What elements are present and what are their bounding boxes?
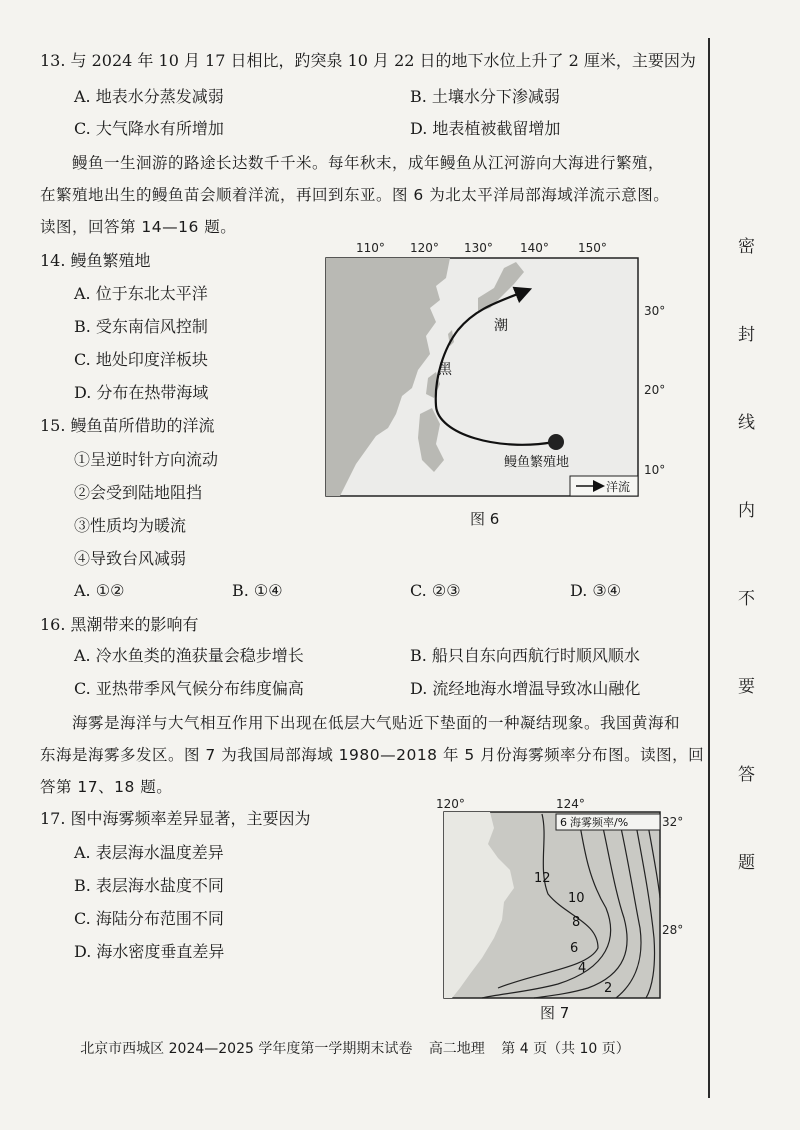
q13-option-d: D. 地表植被截留增加	[410, 119, 561, 138]
footer-title: 北京市西城区 2024—2025 学年度第一学期期末试卷	[80, 1041, 413, 1057]
q13-option-a: A. 地表水分蒸发减弱	[74, 87, 224, 106]
q13-option-c: C. 大气降水有所增加	[74, 119, 224, 138]
seal-char-1: 密	[738, 237, 755, 257]
seal-char-3: 线	[738, 413, 755, 433]
q14-option-b: B. 受东南信风控制	[74, 317, 208, 336]
seal-divider-line	[708, 38, 710, 1098]
q15-option-d: D. ③④	[570, 581, 622, 600]
page-footer	[0, 1038, 710, 1058]
q15-option-c: C. ②③	[410, 581, 461, 600]
q14-option-c: C. 地处印度洋板块	[74, 350, 208, 369]
fig7-lon-124: 124°	[556, 797, 585, 811]
fig7-caption: 图 7	[540, 1004, 570, 1022]
fig7-contour-4: 4	[578, 961, 587, 976]
fig7-lat-28: 28°	[662, 923, 684, 937]
intro2-line3: 答第 17、18 题。	[40, 778, 173, 796]
fig7-contour-10: 10	[568, 891, 585, 906]
q15-item-3: ③性质均为暖流	[74, 516, 187, 535]
footer-subject: 高二地理	[428, 1041, 485, 1057]
fig6-current-label-chao: 潮	[494, 318, 508, 334]
q14-option-a: A. 位于东北太平洋	[74, 284, 208, 303]
q14-stem: 14. 鳗鱼繁殖地	[40, 251, 151, 270]
fig6-legend-label: 洋流	[606, 480, 631, 494]
fig7-lat-32: 32°	[662, 815, 684, 829]
fig6-lon-110: 110°	[356, 241, 385, 255]
intro1-line1: 鳗鱼一生洄游的路途长达数千千米。每年秋末，成年鳗鱼从江河游向大海进行繁殖，	[72, 154, 665, 172]
q16-stem: 16. 黑潮带来的影响有	[40, 615, 199, 634]
seal-char-7: 答	[738, 765, 755, 785]
fig7-legend-text: 海雾频率/%	[570, 816, 629, 829]
fig6-lon-120: 120°	[410, 241, 439, 255]
fig6-lon-150: 150°	[578, 241, 607, 255]
intro2-line1: 海雾是海洋与大气相互作用下出现在低层大气贴近下垫面的一种凝结现象。我国黄海和	[72, 714, 681, 732]
fig6-spawning-ground	[548, 434, 564, 450]
q15-stem: 15. 鳗鱼苗所借助的洋流	[40, 416, 215, 435]
q15-item-2: ②会受到陆地阻挡	[74, 483, 203, 502]
seal-char-5: 不	[738, 589, 755, 609]
q17-stem: 17. 图中海雾频率差异显著，主要因为	[40, 809, 311, 828]
footer-page: 第 4 页（共 10 页）	[501, 1041, 630, 1057]
q13-stem: 13. 与 2024 年 10 月 17 日相比，趵突泉 10 月 22 日的地下水位上升了 2 厘米，主要因为	[40, 51, 696, 70]
fig7-contour-12: 12	[534, 871, 551, 886]
seal-char-8: 题	[738, 853, 755, 873]
intro2-line2: 东海是海雾多发区。图 7 为我国局部海域 1980—2018 年 5 月份海雾频率分布图。读图，回	[40, 746, 705, 764]
q17-option-b: B. 表层海水盐度不同	[74, 876, 224, 895]
seal-char-4: 内	[738, 501, 755, 521]
q17-option-d: D. 海水密度垂直差异	[74, 942, 225, 961]
fig6-lon-130: 130°	[464, 241, 493, 255]
fig7-contour-6: 6	[570, 941, 579, 956]
q14-option-d: D. 分布在热带海域	[74, 383, 209, 402]
fig6-lat-30: 30°	[644, 304, 666, 318]
seal-char-6: 要	[738, 677, 755, 697]
q16-option-c: C. 亚热带季风气候分布纬度偏高	[74, 679, 304, 698]
seal-char-2: 封	[738, 325, 755, 345]
fig6-lat-20: 20°	[644, 383, 666, 397]
q15-item-1: ①呈逆时针方向流动	[74, 450, 219, 469]
q15-option-b: B. ①④	[232, 581, 283, 600]
q16-option-d: D. 流经地海水增温导致冰山融化	[410, 679, 641, 698]
q15-item-4: ④导致台风减弱	[74, 549, 187, 568]
q15-option-a: A. ①②	[74, 581, 125, 600]
q16-option-b: B. 船只自东向西航行时顺风顺水	[410, 646, 640, 665]
fig6-lon-140: 140°	[520, 241, 549, 255]
fig7-legend-value: 6	[560, 816, 567, 829]
fig7-contour-8: 8	[572, 915, 581, 930]
intro1-line2: 在繁殖地出生的鳗鱼苗会顺着洋流，再回到东亚。图 6 为北太平洋局部海域洋流示意图。	[40, 186, 670, 204]
q16-option-a: A. 冷水鱼类的渔获量会稳步增长	[74, 646, 304, 665]
figure-6-map	[318, 238, 666, 500]
fig7-lon-120: 120°	[436, 797, 465, 811]
fig6-lat-10: 10°	[644, 463, 666, 477]
q17-option-c: C. 海陆分布范围不同	[74, 909, 224, 928]
intro1-line3: 读图，回答第 14—16 题。	[40, 218, 237, 236]
figure-7-map	[438, 798, 690, 1000]
q13-option-b: B. 土壤水分下渗减弱	[410, 87, 560, 106]
fig7-contour-2: 2	[604, 981, 613, 996]
fig6-caption: 图 6	[470, 510, 500, 528]
fig6-current-label-hei: 黑	[438, 362, 452, 378]
fig6-spawning-label: 鳗鱼繁殖地	[504, 455, 570, 470]
q17-option-a: A. 表层海水温度差异	[74, 843, 224, 862]
